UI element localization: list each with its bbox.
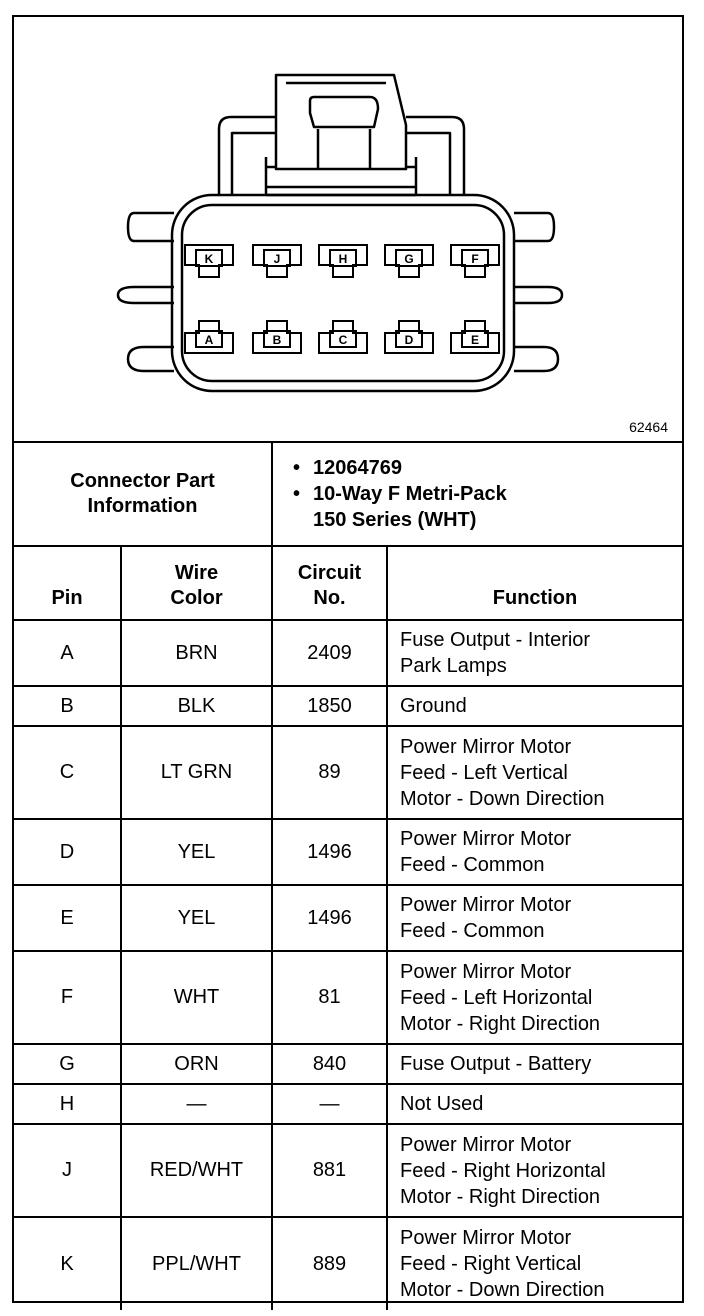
connector-type: • 10-Way F Metri-Pack — [293, 483, 507, 505]
function-line: Park Lamps — [400, 655, 507, 677]
connector-series: 150 Series (WHT) — [313, 509, 477, 531]
function-line: Motor - Right Direction — [400, 1185, 601, 1208]
connector-drawing — [14, 17, 682, 441]
function-line: Feed - Common — [400, 854, 545, 876]
pin-label: J — [273, 252, 281, 266]
wire-color-cell: YEL — [121, 819, 272, 885]
function-line: Feed - Right Vertical — [400, 1253, 582, 1275]
table-row — [14, 1044, 682, 1084]
wire-color-cell: YEL — [121, 885, 272, 951]
circuit-cell: 881 — [272, 1124, 387, 1217]
wire-color-cell: — — [121, 1084, 272, 1124]
circuit-cell: — — [272, 1084, 387, 1124]
pin-cavity-e — [451, 321, 499, 353]
wire-color-cell: PPL/WHT — [121, 1217, 272, 1310]
function-line: Feed - Left Vertical — [400, 761, 568, 784]
function-cell — [387, 1084, 682, 1124]
pin-label: K — [204, 252, 214, 266]
function-line: Power Mirror Motor — [400, 960, 572, 983]
pin-cell: D — [14, 819, 121, 885]
bottom-pin-row — [185, 321, 499, 353]
function-cell — [387, 885, 682, 951]
circuit-cell: 889 — [272, 1217, 387, 1310]
wire-color-cell: WHT — [121, 951, 272, 1044]
pin-cavity-f — [451, 245, 499, 277]
function-line: Power Mirror Motor — [400, 894, 572, 916]
pin-cavity-a — [185, 321, 233, 353]
wire-color-cell: RED/WHT — [121, 1124, 272, 1217]
connector-info-label: Connector Part Information — [14, 442, 272, 546]
header-function: Function — [387, 546, 682, 620]
table-header-row — [14, 546, 682, 620]
pinout-table — [14, 441, 682, 1310]
function-line: Power Mirror Motor — [400, 828, 572, 850]
pin-cavity-g — [385, 245, 433, 277]
function-line: Power Mirror Motor — [400, 1227, 572, 1249]
circuit-cell: 89 — [272, 726, 387, 819]
function-cell — [387, 1124, 682, 1217]
function-cell — [387, 1044, 682, 1084]
pin-cell: E — [14, 885, 121, 951]
function-line: Ground — [400, 695, 467, 717]
top-pin-row — [185, 245, 499, 277]
wire-color-cell: BLK — [121, 686, 272, 726]
pin-cavity-h — [319, 245, 367, 277]
function-line: Power Mirror Motor — [400, 1133, 572, 1156]
circuit-cell: 1496 — [272, 819, 387, 885]
function-cell — [387, 726, 682, 819]
function-cell — [387, 951, 682, 1044]
pin-cavity-d — [385, 321, 433, 353]
function-cell — [387, 1217, 682, 1310]
pin-cavity-c — [319, 321, 367, 353]
part-number: • 12064769 — [293, 457, 402, 479]
header-circuit: Circuit No. — [272, 546, 387, 620]
function-line: Motor - Down Direction — [400, 787, 605, 810]
function-cell — [387, 819, 682, 885]
header-wire-color: Wire Color — [121, 546, 272, 620]
pin-cell: J — [14, 1124, 121, 1217]
pin-label: A — [204, 333, 214, 347]
pin-cell: K — [14, 1217, 121, 1310]
wire-color-cell: LT GRN — [121, 726, 272, 819]
wire-color-cell: ORN — [121, 1044, 272, 1084]
pin-cell: A — [14, 620, 121, 686]
circuit-cell: 2409 — [272, 620, 387, 686]
function-line: Motor - Right Direction — [400, 1012, 601, 1035]
function-line: Not Used — [400, 1093, 484, 1115]
wire-color-cell: BRN — [121, 620, 272, 686]
table-row — [14, 885, 682, 951]
circuit-cell: 840 — [272, 1044, 387, 1084]
pin-cell: H — [14, 1084, 121, 1124]
table-row — [14, 951, 682, 1044]
table-row — [14, 686, 682, 726]
table-row — [14, 620, 682, 686]
connector-sheet — [12, 15, 684, 1303]
function-line: Fuse Output - Battery — [400, 1053, 592, 1075]
table-row — [14, 819, 682, 885]
figure-number: 62464 — [629, 419, 668, 435]
function-line: Feed - Common — [400, 920, 545, 942]
pin-label: B — [272, 333, 282, 347]
pin-cell: F — [14, 951, 121, 1044]
table-row — [14, 726, 682, 819]
circuit-cell: 1850 — [272, 686, 387, 726]
pin-cell: G — [14, 1044, 121, 1084]
function-line: Motor - Down Direction — [400, 1279, 605, 1301]
pin-label: H — [338, 252, 348, 266]
header-pin: Pin — [14, 546, 121, 620]
function-line: Power Mirror Motor — [400, 735, 572, 758]
pin-label: F — [471, 252, 479, 266]
circuit-cell: 81 — [272, 951, 387, 1044]
pin-cell: B — [14, 686, 121, 726]
table-row — [14, 1084, 682, 1124]
connector-diagram — [14, 17, 682, 441]
function-cell — [387, 686, 682, 726]
pin-label: D — [404, 333, 414, 347]
pin-label: E — [470, 333, 480, 347]
table-row — [14, 1217, 682, 1310]
pin-label: C — [338, 333, 348, 347]
pin-cavity-j — [253, 245, 301, 277]
connector-info-list — [272, 442, 682, 546]
table-row — [14, 1124, 682, 1217]
pin-label: G — [404, 252, 414, 266]
function-line: Feed - Left Horizontal — [400, 986, 593, 1009]
function-line: Fuse Output - Interior — [400, 629, 591, 651]
pin-cell: C — [14, 726, 121, 819]
pin-cavity-b — [253, 321, 301, 353]
circuit-cell: 1496 — [272, 885, 387, 951]
connector-info-row — [14, 442, 682, 546]
pin-cavity-k — [185, 245, 233, 277]
function-cell — [387, 620, 682, 686]
function-line: Feed - Right Horizontal — [400, 1159, 606, 1182]
